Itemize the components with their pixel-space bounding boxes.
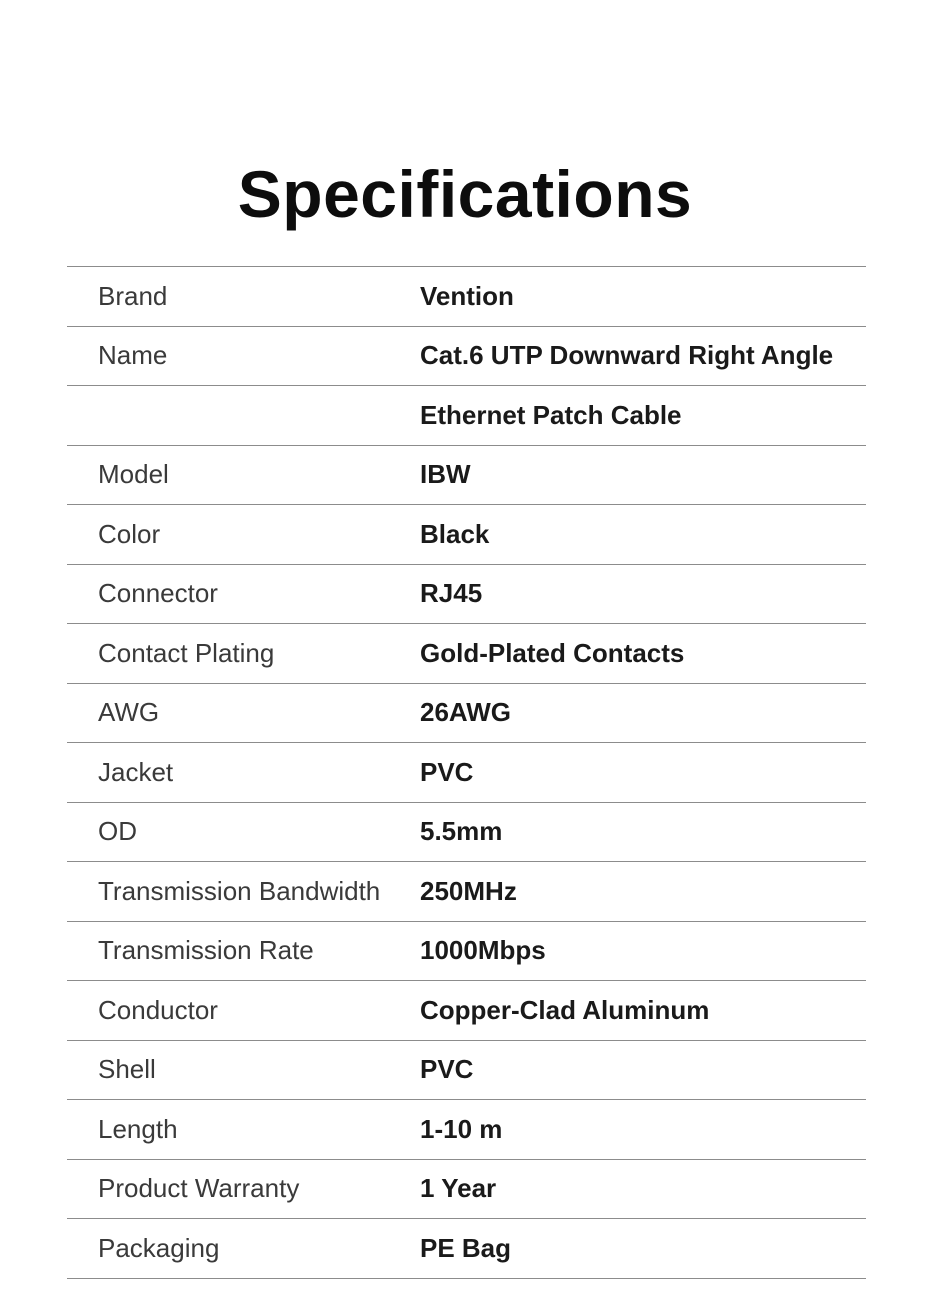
spec-value: Black [420,518,490,549]
spec-value: Vention [420,280,514,311]
spec-value: 1-10 m [420,1113,503,1144]
spec-row-brand [67,267,866,327]
spec-label: Model [98,459,169,490]
spec-row-color [67,505,866,565]
spec-row-od [67,803,866,863]
spec-value: 1000Mbps [420,935,546,966]
spec-row-connector [67,565,866,625]
spec-row-contact-plating [67,624,866,684]
spec-row-packaging [67,1219,866,1279]
spec-label: Length [98,1113,178,1144]
spec-value: RJ45 [420,578,483,609]
spec-value: PVC [420,1054,474,1085]
spec-value: Gold-Plated Contacts [420,637,685,668]
spec-label: Name [98,340,168,371]
spec-value: PVC [420,756,474,787]
spec-label: Conductor [98,994,218,1025]
spec-row-model [67,446,866,506]
spec-row-length [67,1100,866,1160]
spec-row-name-continued [67,386,866,446]
spec-label: Product Warranty [98,1173,300,1204]
spec-row-shell [67,1041,866,1101]
spec-label: Connector [98,578,218,609]
spec-value: Cat.6 UTP Downward Right Angle [420,340,834,371]
spec-row-transmission-rate [67,922,866,982]
spec-row-transmission-bandwidth [67,862,866,922]
spec-label: AWG [98,697,160,728]
spec-label: Contact Plating [98,637,275,668]
spec-row-name [67,327,866,387]
spec-value: 1 Year [420,1173,497,1204]
spec-label: Jacket [98,756,174,787]
spec-label: Transmission Rate [98,935,314,966]
spec-row-jacket [67,743,866,803]
spec-label: OD [98,816,137,847]
spec-row-conductor [67,981,866,1041]
spec-value: 26AWG [420,697,512,728]
spec-value: 250MHz [420,875,517,906]
spec-value: Ethernet Patch Cable [420,399,682,430]
spec-label: Color [98,518,161,549]
spec-value: Copper-Clad Aluminum [420,994,710,1025]
spec-label: Packaging [98,1232,220,1263]
spec-table [67,266,866,1279]
spec-value: PE Bag [420,1232,512,1263]
spec-label: Brand [98,280,168,311]
page-title: Specifications [237,157,693,232]
spec-row-product-warranty [67,1160,866,1220]
spec-label: Transmission Bandwidth [98,875,381,906]
spec-label: Shell [98,1054,156,1085]
spec-row-awg [67,684,866,744]
spec-value: IBW [420,459,471,490]
spec-value: 5.5mm [420,816,503,847]
